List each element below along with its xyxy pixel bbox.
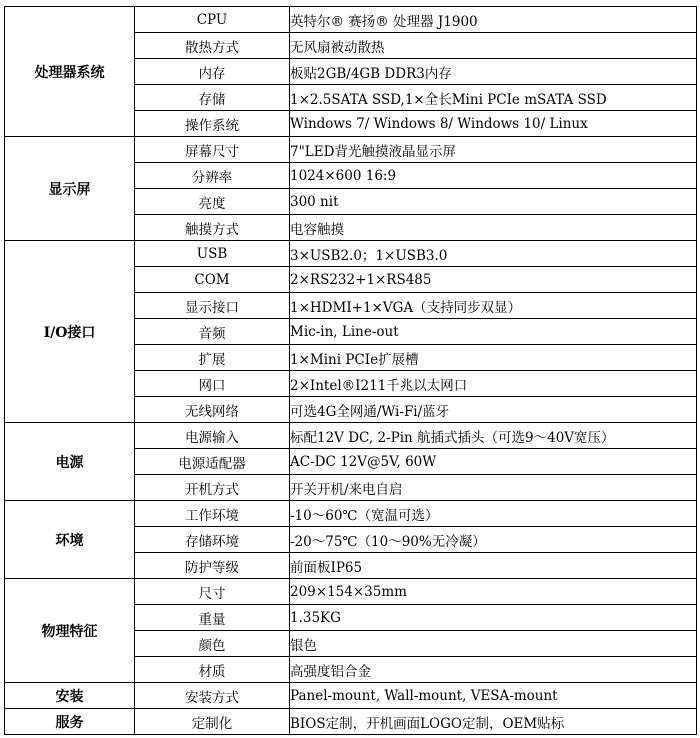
value-cell: 2×Intel®I211千兆以太网口 [290,371,697,397]
attribute-cell: 存储 [135,85,290,111]
attribute-cell: 网口 [135,371,290,397]
value-cell: 银色 [290,631,697,657]
attribute-cell: 定制化 [135,709,290,735]
table-row [5,137,697,163]
value-cell: 前面板IP65 [290,553,697,579]
attribute-cell: 尺寸 [135,579,290,605]
attribute-cell: 开机方式 [135,475,290,501]
value-cell: 1×2.5SATA SSD,1×全长Mini PCIe mSATA SSD [290,85,697,111]
value-cell: BIOS定制，开机画面LOGO定制，OEM贴标 [290,709,697,735]
attribute-cell: 扩展 [135,345,290,371]
value-cell: 标配12V DC, 2-Pin 航插式插头（可选9～40V宽压） [290,423,697,449]
spec-table [4,6,697,735]
value-cell: 209×154×35mm [290,579,697,605]
value-cell: 3×USB2.0；1×USB3.0 [290,241,697,267]
table-row [5,7,697,33]
category-cell: 显示屏 [5,137,135,241]
attribute-cell: 防护等级 [135,553,290,579]
category-cell: 电源 [5,423,135,501]
table-row [5,683,697,709]
table-row [5,579,697,605]
attribute-cell: 重量 [135,605,290,631]
value-cell: 板贴2GB/4GB DDR3内存 [290,59,697,85]
category-cell: 处理器系统 [5,7,135,137]
value-cell: 1×Mini PCIe扩展槽 [290,345,697,371]
attribute-cell: CPU [135,7,290,33]
attribute-cell: 颜色 [135,631,290,657]
category-cell: 物理特征 [5,579,135,683]
attribute-cell: 显示接口 [135,293,290,319]
attribute-cell: 电源输入 [135,423,290,449]
table-row [5,709,697,735]
value-cell: AC-DC 12V@5V, 60W [290,449,697,475]
value-cell: 开关开机/来电自启 [290,475,697,501]
table-row [5,423,697,449]
attribute-cell: 亮度 [135,189,290,215]
value-cell: 高强度铝合金 [290,657,697,683]
category-cell: 环境 [5,501,135,579]
category-cell: I/O接口 [5,241,135,423]
value-cell: 1×HDMI+1×VGA（支持同步双显） [290,293,697,319]
attribute-cell: COM [135,267,290,293]
category-cell: 服务 [5,709,135,735]
attribute-cell: 工作环境 [135,501,290,527]
value-cell: 电容触摸 [290,215,697,241]
attribute-cell: 存储环境 [135,527,290,553]
value-cell: -20～75℃（10～90%无冷凝） [290,527,697,553]
value-cell: 7"LED背光触摸液晶显示屏 [290,137,697,163]
value-cell: 300 nit [290,189,697,215]
attribute-cell: 电源适配器 [135,449,290,475]
spec-table-body [5,7,697,735]
table-row [5,501,697,527]
value-cell: Mic-in, Line-out [290,319,697,345]
attribute-cell: 触摸方式 [135,215,290,241]
attribute-cell: 无线网络 [135,397,290,423]
attribute-cell: 安装方式 [135,683,290,709]
value-cell: 1024×600 16:9 [290,163,697,189]
value-cell: -10～60℃（宽温可选） [290,501,697,527]
attribute-cell: 屏幕尺寸 [135,137,290,163]
attribute-cell: 分辨率 [135,163,290,189]
value-cell: Panel-mount, Wall-mount, VESA-mount [290,683,697,709]
table-row [5,241,697,267]
attribute-cell: 内存 [135,59,290,85]
value-cell: 无风扇被动散热 [290,33,697,59]
attribute-cell: USB [135,241,290,267]
attribute-cell: 音频 [135,319,290,345]
value-cell: 英特尔® 赛扬® 处理器 J1900 [290,7,697,33]
value-cell: 可选4G全网通/Wi-Fi/蓝牙 [290,397,697,423]
attribute-cell: 材质 [135,657,290,683]
attribute-cell: 操作系统 [135,111,290,137]
value-cell: 2×RS232+1×RS485 [290,267,697,293]
attribute-cell: 散热方式 [135,33,290,59]
value-cell: 1.35KG [290,605,697,631]
value-cell: Windows 7/ Windows 8/ Windows 10/ Linux [290,111,697,137]
category-cell: 安装 [5,683,135,709]
